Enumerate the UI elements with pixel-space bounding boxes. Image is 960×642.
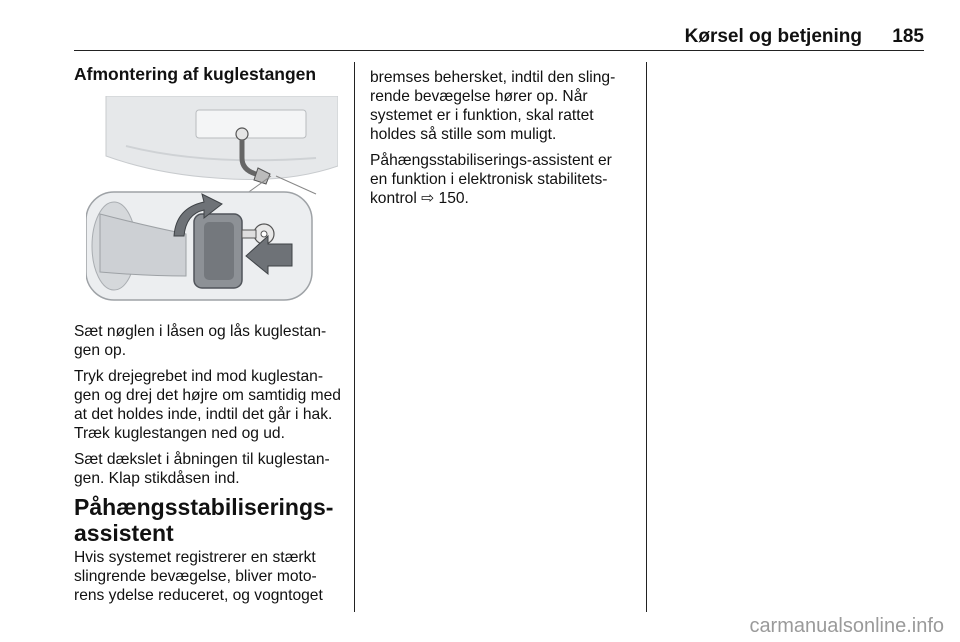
header-rule: [74, 50, 924, 51]
body-paragraph: Påhængsstabiliserings-assistent er en funktion i elektronisk stabilitets-kontrol ⇨ 150.: [370, 152, 612, 207]
page-number: 185: [892, 26, 924, 47]
section-heading: Påhængsstabiliserings-assistent: [74, 494, 334, 546]
middle-column-text: [370, 68, 632, 215]
towbar-drawing: [86, 96, 338, 306]
left-column-text: [74, 322, 346, 495]
instruction-paragraph: Sæt nøglen i låsen og lås kuglestan-gen op.: [74, 323, 327, 359]
instruction-paragraph: Sæt dækslet i åbningen til kuglestan-gen. Klap stikdåsen ind.: [74, 451, 330, 487]
column-divider: [646, 62, 647, 612]
watermark: carmanualsonline.info: [749, 615, 944, 637]
instruction-paragraph: Tryk drejegrebet ind mod kuglestan-gen og drej det højre om samtidig med at det holdes inde, indtil det går i hak. Træk kuglestangen ned og ud.: [74, 368, 341, 442]
page-header: [74, 26, 924, 50]
body-paragraph: bremses behersket, indtil den sling-rende bevægelse hører op. Når systemet er i funktion, skal rattet holdes så stille som muligt.: [370, 69, 616, 143]
section-paragraph: Hvis systemet registrerer en stærkt slingrende bevægelse, bliver moto-rens ydelse reduceret, og vogntoget: [74, 549, 323, 604]
removal-heading: Afmontering af kuglestangen: [74, 64, 317, 84]
towbar-illustration: [86, 96, 338, 306]
column-divider: [354, 62, 355, 612]
section-title: Kørsel og betjening: [684, 26, 862, 47]
section-intro-text: [74, 548, 346, 612]
